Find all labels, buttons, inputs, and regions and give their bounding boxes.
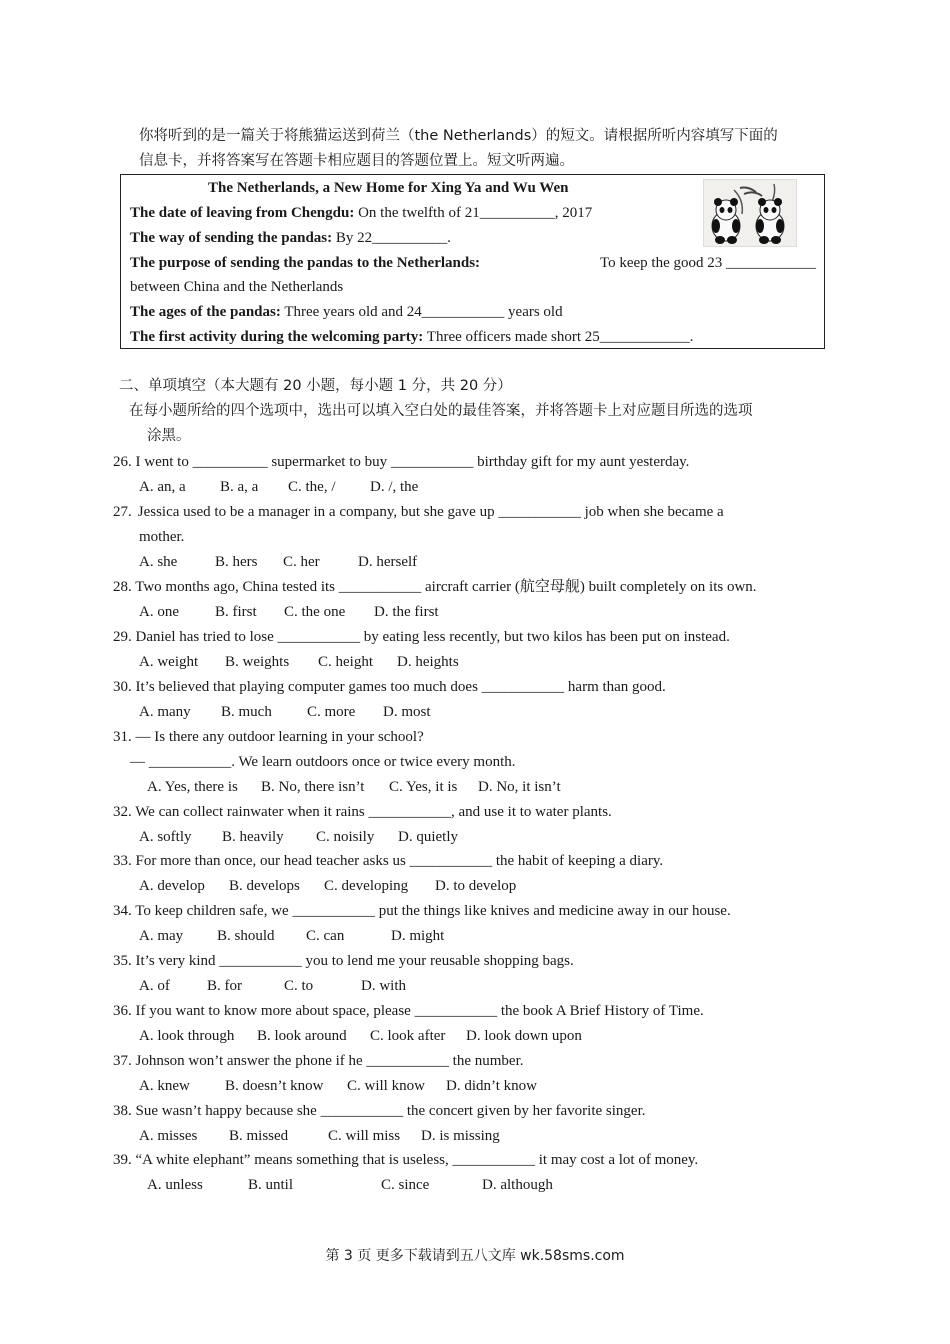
q36-option-c: C. look after [370,1028,446,1044]
q32-option-a: A. softly [139,829,192,845]
info-row-date-text: On the twelfth of 21__________, 2017 [354,205,593,221]
q27-text-body: Jessica used to be a manager in a company, but she gave up ___________ job when she became a [137,504,724,520]
q29-option-b: B. weights [225,654,290,670]
info-row-ages-label: The ages of the pandas: [130,304,281,320]
q35-option-c: C. to [284,978,314,994]
q34-option-b: B. should [217,928,275,944]
q37-option-d: D. didn’t know [446,1078,537,1094]
q28-option-d: D. the first [374,604,439,620]
q32-option-c: C. noisily [316,829,375,845]
question-28-stem: 28. Two months ago, China tested its ___________ aircraft carrier (航空母舰) built completely on its own. [113,579,757,595]
q27-option-c: C. her [283,554,320,570]
question-33-stem: 33. For more than once, our head teacher asks us ___________ the habit of keeping a diary. [113,853,664,869]
section-heading: 二、单项填空（本大题有 20 小题，每小题 1 分，共 20 分） [119,378,512,394]
intro-line-1: 你将听到的是一篇关于将熊猫运送到荷兰（the Netherlands）的短文。请根据所听内容填写下面的 [139,128,778,144]
question-27-stem-cont: mother. [139,529,185,545]
q27-option-d: D. herself [358,554,418,570]
question-39-stem: 39. “A white elephant” means something that is useless, ___________ it may cost a lot of money. [113,1152,699,1168]
info-row-date [130,203,592,223]
question-26-stem: 26. I went to __________ supermarket to buy ___________ birthday gift for my aunt yesterday. [113,454,690,470]
q39-option-b: B. until [248,1177,294,1193]
q39-option-a: A. unless [147,1177,203,1193]
info-row-activity [130,327,694,347]
q27-number: 27. [113,504,132,520]
question-35-stem: 35. It’s very kind ___________ you to lend me your reusable shopping bags. [113,953,574,969]
info-row-way [130,228,451,248]
info-row-way-text: By 22__________. [332,230,451,246]
q36-option-d: D. look down upon [466,1028,582,1044]
q35-option-b: B. for [207,978,242,994]
q34-option-c: C. can [306,928,345,944]
q27-option-a: A. she [139,554,178,570]
intro-line-2: 信息卡，并将答案写在答题卡相应题目的答题位置上。短文听两遍。 [139,153,574,169]
q36-option-b: B. look around [257,1028,347,1044]
question-30-stem: 30. It’s believed that playing computer games too much does ___________ harm than good. [113,679,666,695]
q38-option-a: A. misses [139,1128,198,1144]
question-27-stem [113,502,836,522]
question-31-reply: — ___________. We learn outdoors once or twice every month. [130,754,516,770]
q31-option-d: D. No, it isn’t [478,779,561,795]
q38-option-b: B. missed [229,1128,289,1144]
q30-option-d: D. most [383,704,431,720]
q36-option-a: A. look through [139,1028,235,1044]
q27-text [138,502,836,522]
info-row-purpose-cont: between China and the Netherlands [130,279,344,295]
q33-option-d: D. to develop [435,878,517,894]
info-row-ages-text: Three years old and 24___________ years old [280,304,563,320]
q39-option-c: C. since [381,1177,430,1193]
info-row-way-label: The way of sending the pandas: [130,230,333,246]
q37-option-c: C. will know [347,1078,425,1094]
q34-option-d: D. might [391,928,445,944]
q32-option-b: B. heavily [222,829,284,845]
info-row-ages [130,302,563,322]
info-row-purpose-label: The purpose of sending the pandas to the Netherlands: [130,255,481,271]
q28-option-c: C. the one [284,604,346,620]
q30-option-a: A. many [139,704,191,720]
info-card-title: The Netherlands, a New Home for Xing Ya and Wu Wen [208,180,569,196]
q30-option-c: C. more [307,704,356,720]
q35-option-d: D. with [361,978,406,994]
q35-option-a: A. of [139,978,170,994]
q26-option-d: D. /, the [370,479,419,495]
info-row-date-label: The date of leaving from Chengdu: [130,205,355,221]
q33-option-a: A. develop [139,878,205,894]
q26-option-b: B. a, a [220,479,259,495]
question-37-stem: 37. Johnson won’t answer the phone if he ___________ the number. [113,1053,524,1069]
q33-option-b: B. develops [229,878,300,894]
question-31-stem: 31. — Is there any outdoor learning in your school? [113,729,424,745]
q29-option-c: C. height [318,654,373,670]
q29-option-a: A. weight [139,654,199,670]
q37-option-b: B. doesn’t know [225,1078,324,1094]
q32-option-d: D. quietly [398,829,458,845]
question-36-stem: 36. If you want to know more about space, please ___________ the book A Brief History of Time. [113,1003,704,1019]
info-row-activity-label: The first activity during the welcoming party: [130,329,424,345]
q28-option-a: A. one [139,604,179,620]
q28-option-b: B. first [215,604,257,620]
q29-option-d: D. heights [397,654,459,670]
q31-option-c: C. Yes, it is [389,779,458,795]
info-row-purpose [130,253,816,273]
question-29-stem: 29. Daniel has tried to lose ___________ by eating less recently, but two kilos has been put on instead. [113,629,730,645]
q33-option-c: C. developing [324,878,409,894]
section-instruction-1: 在每小题所给的四个选项中，选出可以填入空白处的最佳答案，并将答题卡上对应题目所选的选项 [129,403,753,419]
q38-option-d: D. is missing [421,1128,500,1144]
q39-option-d: D. although [482,1177,553,1193]
pandas-illustration-icon [703,179,797,247]
info-row-activity-text: Three officers made short 25____________. [423,329,694,345]
q34-option-a: A. may [139,928,184,944]
question-34-stem: 34. To keep children safe, we ___________ put the things like knives and medicine away in our house. [113,903,731,919]
q31-option-a: A. Yes, there is [147,779,238,795]
q30-option-b: B. much [221,704,272,720]
question-38-stem: 38. Sue wasn’t happy because she ___________ the concert given by her favorite singer. [113,1103,646,1119]
q27-option-b: B. hers [215,554,258,570]
page-footer: 第 3 页 更多下载请到五八文库 wk.58sms.com [325,1248,625,1264]
q31-option-b: B. No, there isn’t [261,779,365,795]
q37-option-a: A. knew [139,1078,190,1094]
q26-option-c: C. the, / [288,479,336,495]
q38-option-c: C. will miss [328,1128,401,1144]
q26-option-a: A. an, a [139,479,186,495]
question-32-stem: 32. We can collect rainwater when it rains ___________, and use it to water plants. [113,804,612,820]
section-instruction-2: 涂黑。 [147,428,191,444]
info-row-purpose-text: To keep the good 23 ____________ [599,255,816,271]
